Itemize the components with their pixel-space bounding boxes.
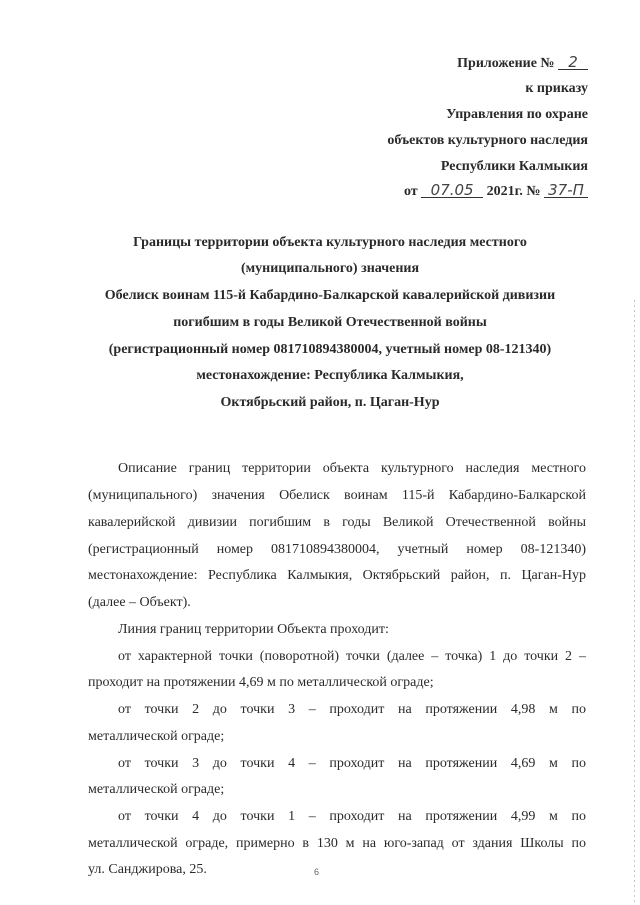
header-line-heritage: объектов культурного наследия (387, 133, 588, 148)
segment-1-2-line-1: от характерной точки (поворотной) точки (далее – точка) 1 до точки 2 – (118, 649, 586, 664)
segment-1-2-line-2: проходит на протяжении 4,69 м по металлической ограде; (88, 675, 434, 690)
description-line-2: (муниципального) значения Обелиск воинам 115-й Кабардино-Балкарской (88, 488, 586, 503)
title-line-2: (муниципального) значения (240, 261, 420, 276)
segment-3-4-line-2: металлической ограде; (88, 782, 225, 797)
segment-4-1-line-2: металлической ограде, примерно в 130 м на юго-запад от здания Школы по (88, 836, 586, 851)
description-line-4: (регистрационный номер 081710894380004, учетный номер 08-121340) (88, 542, 586, 557)
title-line-7: Октябрьский район, п. Цаган-Нур (220, 395, 440, 410)
date-handwritten: 07.05 (421, 183, 483, 198)
title-line-4: погибшим в годы Великой Отечественной войны (173, 315, 487, 330)
segment-3-4-line-1: от точки 3 до точки 4 – проходит на протяжении 4,69 м по (118, 756, 586, 771)
header-line-department: Управления по охране (446, 107, 588, 122)
header-date-line (404, 183, 588, 200)
header-line-order: к приказу (525, 81, 588, 96)
description-line-1: Описание границ территории объекта культурного наследия местного (118, 461, 586, 476)
title-line-1: Границы территории объекта культурного наследия местного (133, 235, 527, 250)
appendix-heading (457, 55, 588, 72)
page-number: 6 (314, 867, 320, 877)
boundary-intro: Линия границ территории Объекта проходит: (118, 622, 389, 637)
title-line-6: местонахождение: Республика Калмыкия, (196, 368, 464, 383)
description-line-3: кавалерийской дивизии погибшим в годы Великой Отечественной войны (88, 515, 586, 530)
title-line-5: (регистрационный номер 081710894380004, учетный номер 08-121340) (108, 342, 552, 357)
segment-4-1-line-1: от точки 4 до точки 1 – проходит на протяжении 4,99 м по (118, 809, 586, 824)
appendix-label: Приложение № (457, 56, 555, 71)
segment-4-1-line-3: ул. Санджирова, 25. (88, 862, 207, 877)
scan-edge-line (634, 300, 635, 905)
appendix-number-handwritten: 2 (558, 55, 588, 70)
description-line-6: (далее – Объект). (88, 595, 191, 610)
segment-2-3-line-1: от точки 2 до точки 3 – проходит на протяжении 4,98 м по (118, 702, 586, 717)
title-line-3: Обелиск воинам 115-й Кабардино-Балкарской кавалерийской дивизии (104, 288, 556, 303)
order-number-handwritten: 37-П (544, 183, 588, 198)
date-prefix: от (403, 184, 418, 199)
header-line-republic: Республики Калмыкия (440, 159, 588, 174)
description-line-5: местонахождение: Республика Калмыкия, Октябрьский район, п. Цаган-Нур (88, 568, 586, 583)
segment-2-3-line-2: металлической ограде; (88, 729, 225, 744)
year-label: 2021г. № (486, 184, 541, 199)
